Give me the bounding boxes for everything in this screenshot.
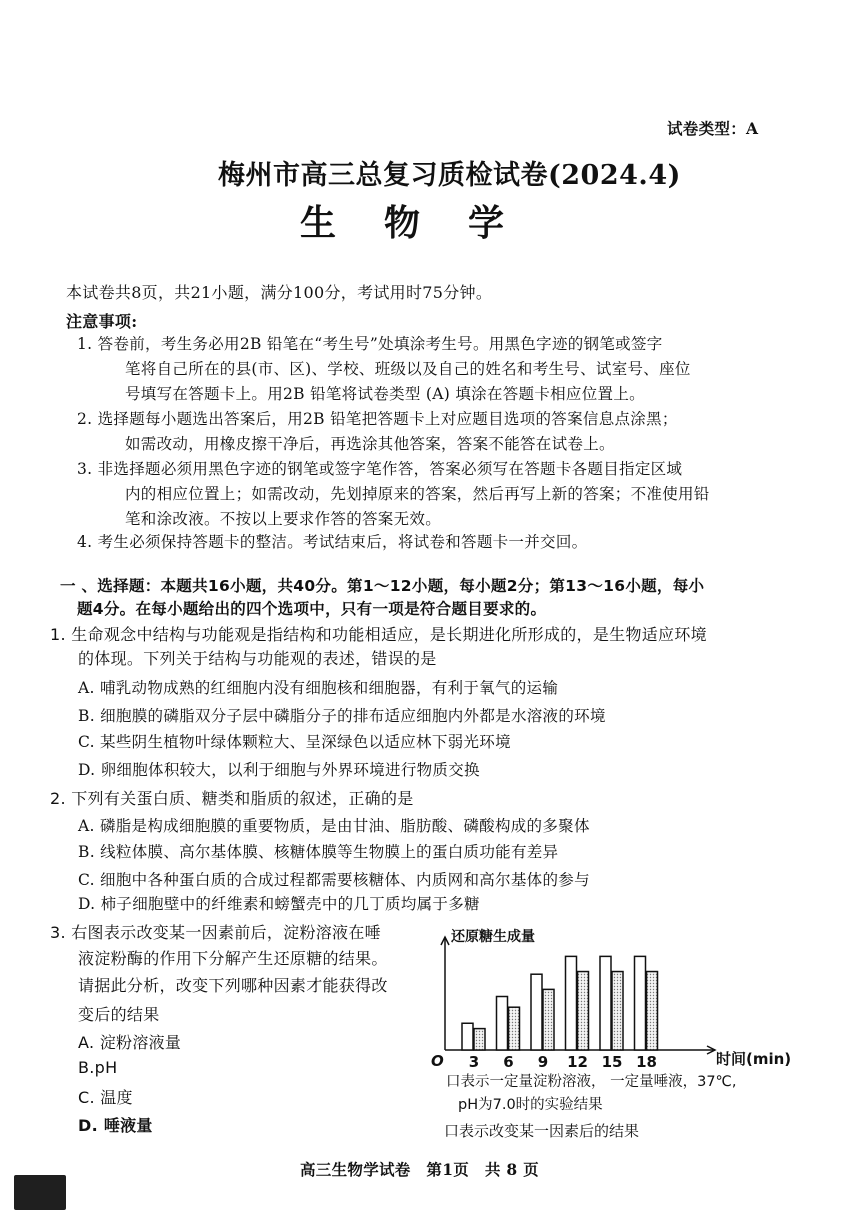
- q2-stem: 2. 下列有关蛋白质、糖类和脂质的叙述，正确的是: [50, 789, 414, 808]
- bar-changed: [578, 972, 589, 1050]
- paper-type: 试卷类型：A: [667, 119, 759, 138]
- q3-option: A. 淀粉溶液量: [78, 1033, 182, 1052]
- q2-option: D. 柿子细胞壁中的纤维素和螃蟹壳中的几丁质均属于多糖: [78, 895, 480, 913]
- legend-original: 口表示一定量淀粉溶液， 一定量唾液，37℃,: [446, 1074, 737, 1090]
- q1-stem-cont: 的体现。下列关于结构与功能观的表述，错误的是: [78, 649, 437, 668]
- note-line: 1. 答卷前，考生务必用2B 铅笔在“考生号”处填涂考生号。用黑色字迹的钢笔或签字: [77, 335, 663, 353]
- section-heading-cont: 题4分。在每小题给出的四个选项中，只有一项是符合题目要求的。: [77, 600, 547, 618]
- bar-changed: [543, 989, 554, 1050]
- q3-option: D. 唾液量: [78, 1116, 153, 1135]
- legend-original-cont: pH为7.0时的实验结果: [458, 1097, 603, 1113]
- bar-changed: [509, 1007, 520, 1050]
- q2-option: A. 磷脂是构成细胞膜的重要物质，是由甘油、脂肪酸、磷酸构成的多聚体: [78, 817, 590, 835]
- bar-changed: [612, 972, 623, 1050]
- intro-text: 本试卷共8页，共21小题，满分100分，考试用时75分钟。: [66, 283, 493, 302]
- corner-mark: [14, 1175, 66, 1210]
- note-line: 2. 选择题每小题选出答案后，用2B 铅笔把答题卡上对应题目选项的答案信息点涂黑；: [77, 410, 678, 428]
- bar-original: [531, 974, 542, 1050]
- x-tick-label: 18: [636, 1053, 657, 1071]
- bar-changed: [474, 1029, 485, 1050]
- bar-original: [600, 956, 611, 1050]
- bar-changed: [647, 972, 658, 1050]
- bar-original: [462, 1023, 473, 1050]
- origin-label: O: [431, 1052, 444, 1070]
- x-tick-label: 3: [468, 1053, 480, 1071]
- q1-option: D. 卵细胞体积较大，以利于细胞与外界环境进行物质交换: [78, 761, 480, 779]
- bar-original: [635, 956, 646, 1050]
- q2-option: B. 线粒体膜、高尔基体膜、核糖体膜等生物膜上的蛋白质功能有差异: [78, 843, 559, 861]
- page-footer: 高三生物学试卷 第1页 共 8 页: [300, 1160, 539, 1179]
- note-line: 4. 考生必须保持答题卡的整洁。考试结束后，将试卷和答题卡一并交回。: [77, 533, 588, 551]
- q3-stem: 3. 右图表示改变某一因素前后，淀粉溶液在唾: [50, 923, 381, 942]
- q3-stem: 请据此分析，改变下列哪种因素才能获得改: [78, 976, 388, 995]
- x-tick-label: 15: [601, 1053, 623, 1071]
- reducing-sugar-bar-chart: [415, 925, 795, 1075]
- q1-option: B. 细胞膜的磷脂双分子层中磷脂分子的排布适应细胞内外都是水溶液的环境: [78, 707, 606, 725]
- q2-option: C. 细胞中各种蛋白质的合成过程都需要核糖体、内质网和高尔基体的参与: [78, 871, 590, 889]
- exam-title: 梅州市高三总复习质检试卷(2024.4): [218, 160, 681, 191]
- x-tick-label: 9: [537, 1053, 549, 1071]
- note-line: 笔和涂改液。不按以上要求作答的答案无效。: [125, 510, 442, 528]
- q1-option: C. 某些阴生植物叶绿体颗粒大、呈深绿色以适应林下弱光环境: [78, 733, 511, 751]
- note-line: 如需改动，用橡皮擦干净后，再选涂其他答案，答案不能答在试卷上。: [125, 435, 615, 453]
- bar-original: [497, 997, 508, 1051]
- x-tick-label: 6: [503, 1053, 514, 1071]
- x-axis-label: 时间(min): [716, 1050, 792, 1068]
- x-tick-label: 12: [567, 1053, 588, 1071]
- section-heading: 一 、选择题：本题共16小题，共40分。第1～12小题，每小题2分；第13～16小题，每小: [60, 577, 705, 595]
- q3-stem: 液淀粉酶的作用下分解产生还原糖的结果。: [78, 949, 388, 968]
- subject-title: 生 物 学: [300, 202, 511, 244]
- note-line: 3. 非选择题必须用黑色字迹的钢笔或签字笔作答，答案必须写在答题卡各题目指定区域: [77, 460, 683, 478]
- y-axis-label: 还原糖生成量: [451, 929, 535, 945]
- q3-stem: 变后的结果: [78, 1005, 160, 1024]
- note-line: 笔将自己所在的县(市、区)、学校、班级以及自己的姓名和考生号、试室号、座位: [125, 360, 691, 378]
- q3-option: C. 温度: [78, 1088, 133, 1107]
- q1-option: A. 哺乳动物成熟的红细胞内没有细胞核和细胞器，有利于氧气的运输: [78, 679, 559, 697]
- q3-option: B.pH: [78, 1058, 118, 1077]
- q1-stem: 1. 生命观念中结构与功能观是指结构和功能相适应，是长期进化所形成的，是生物适应环境: [50, 625, 707, 644]
- note-line: 内的相应位置上；如需改动，先划掉原来的答案，然后再写上新的答案；不准使用铅: [125, 485, 710, 503]
- legend-changed: 口表示改变某一因素后的结果: [444, 1122, 640, 1140]
- notes-heading: 注意事项:: [66, 312, 138, 331]
- bar-original: [566, 956, 577, 1050]
- note-line: 号填写在答题卡上。用2B 铅笔将试卷类型 (A) 填涂在答题卡相应位置上。: [125, 385, 645, 403]
